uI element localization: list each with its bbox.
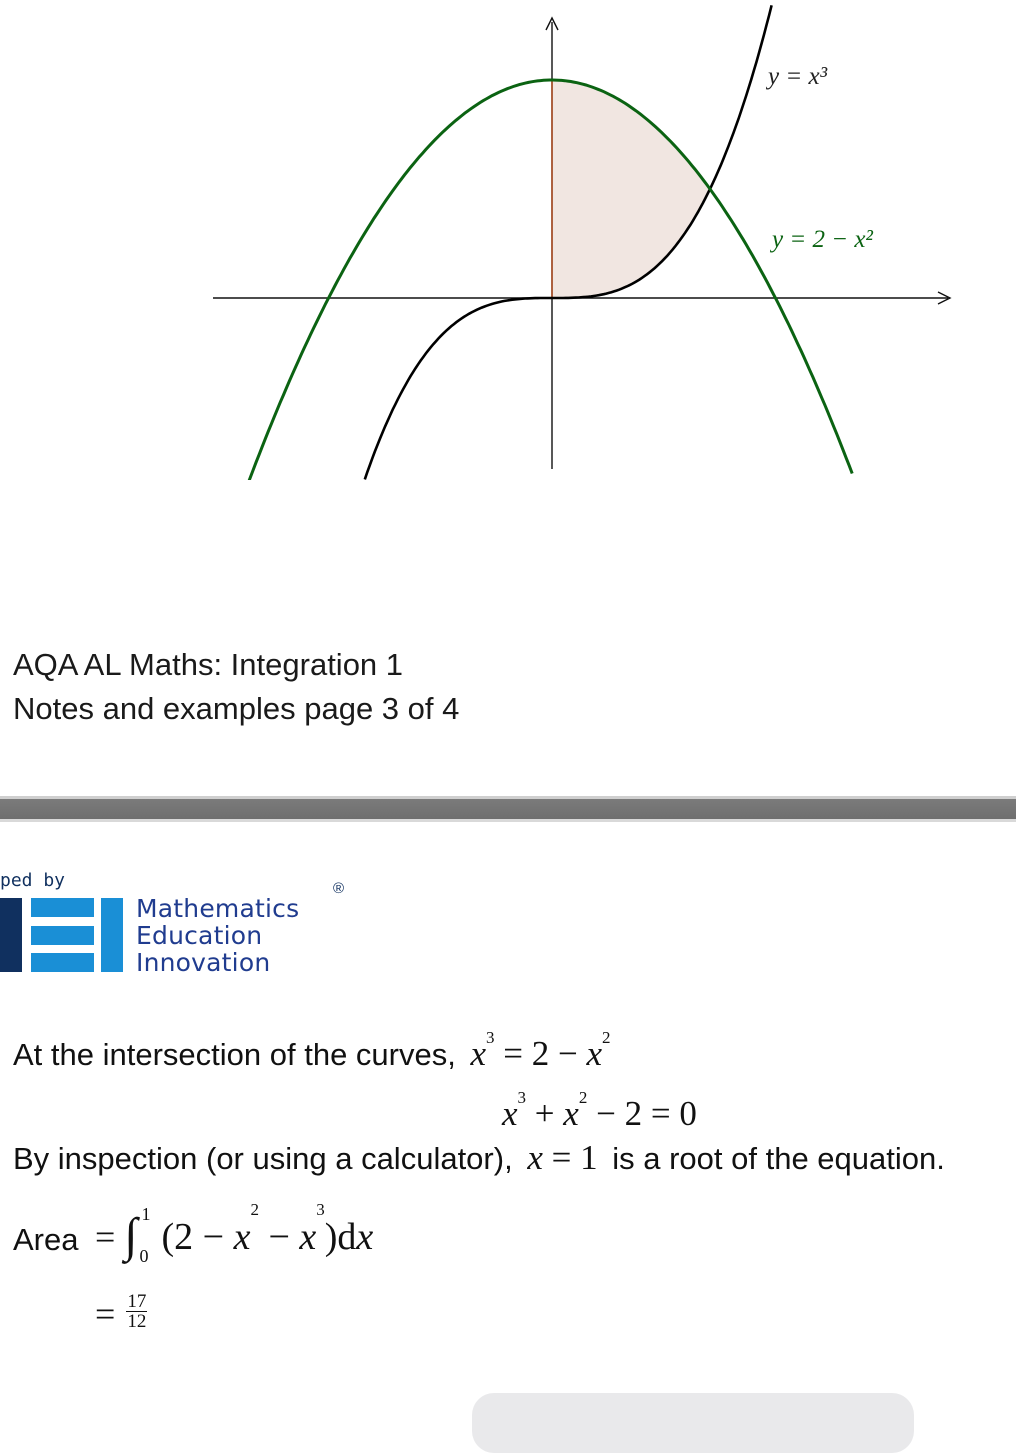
divider-bar	[0, 796, 1016, 822]
logo-block-e-bottom	[31, 953, 94, 972]
area-numerator: 17	[127, 1291, 147, 1313]
intersection-line	[13, 1028, 611, 1074]
graph-figure	[0, 0, 1016, 480]
intersection-text: At the intersection of the curves,	[13, 1037, 456, 1072]
area-line	[13, 1222, 78, 1258]
label-parabola: y = 2 − x²	[772, 226, 873, 253]
logo-block-e-mid	[31, 926, 94, 945]
registered-mark: ®	[333, 880, 345, 897]
inspection-text: By inspection (or using a calculator),	[13, 1141, 513, 1176]
area-integral	[95, 1200, 374, 1266]
logo-block-i	[101, 898, 123, 972]
shaded-area-region	[552, 80, 710, 298]
integrand: $(2 - x^2 - x^3)dx$	[161, 1200, 374, 1258]
page-subtitle: Notes and examples page 3 of 4	[13, 691, 460, 726]
inspection-text-end: is a root of the equation.	[612, 1141, 945, 1176]
equals-sign: =	[95, 1217, 116, 1257]
page-title: AQA AL Maths: Integration 1	[13, 647, 404, 682]
logo-word-education: Education	[136, 921, 263, 950]
integral-limits: 1 0	[139, 1204, 151, 1266]
integral-sign: ∫	[124, 1209, 138, 1262]
logo-word-innovation: Innovation	[136, 948, 271, 977]
area-denominator: 12	[127, 1311, 147, 1333]
curve-parabola	[247, 80, 852, 480]
logo-word-mathematics: Mathematics	[136, 894, 300, 923]
area-label: Area	[13, 1222, 79, 1257]
cubic-equation: $x^3 + x^2 - 2 = 0$	[502, 1088, 697, 1133]
equals-sign-2: =	[95, 1294, 116, 1334]
logo-block-dark	[0, 898, 22, 972]
intersection-equation: $x^3 = 2 - x^2$	[470, 1028, 611, 1073]
label-cubic: y = x³	[768, 63, 828, 90]
logo-block-e-top	[31, 898, 94, 917]
bottom-overlay-panel[interactable]	[472, 1393, 914, 1453]
area-result	[95, 1293, 147, 1337]
inspection-line	[13, 1138, 945, 1178]
developed-by-text: ped by	[0, 870, 66, 891]
root-value: x = 1	[527, 1138, 598, 1177]
area-fraction	[126, 1292, 147, 1331]
